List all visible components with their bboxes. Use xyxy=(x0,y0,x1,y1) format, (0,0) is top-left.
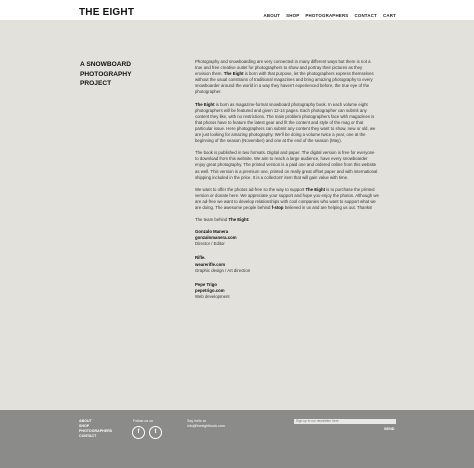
paragraph-1 xyxy=(195,59,379,96)
member-link[interactable]: pepetrigo.com xyxy=(195,287,225,293)
site-logo[interactable]: THE EIGHT xyxy=(79,7,135,18)
nav-about[interactable]: ABOUT xyxy=(263,13,281,18)
social-links xyxy=(132,426,162,439)
contact-email[interactable]: info@theeightbook.com xyxy=(187,424,225,428)
footer-nav-photographers[interactable]: PHOTOGRAPHERS xyxy=(79,429,113,433)
p1-text: Photography and snowboarding are very connected in many different ways but there is not a true and free creative outlet for photographers to show and portray their pictures as they envision them. xyxy=(195,59,371,77)
paragraph-2 xyxy=(195,102,379,145)
footer-nav-about[interactable]: ABOUT xyxy=(79,419,92,423)
top-bar xyxy=(0,0,474,20)
paragraph-4 xyxy=(195,187,379,211)
page-heading: A SNOWBOARD PHOTOGRAPHY PROJECT xyxy=(80,61,132,87)
newsletter-input[interactable]: Sign up to our newsletter here xyxy=(294,419,396,424)
nav-photographers[interactable]: PHOTOGRAPHERS xyxy=(305,13,349,18)
member-role: Director / Editor xyxy=(195,241,225,247)
member-role: Web development xyxy=(195,293,230,299)
follow-label: Follow us on xyxy=(133,419,154,423)
p2-brand: The Eight xyxy=(195,101,215,107)
p1-brand: The Eight xyxy=(223,71,244,77)
footer-nav-shop[interactable]: SHOP xyxy=(79,424,90,428)
member-role: Graphic design / Art direction xyxy=(195,267,251,273)
team-intro xyxy=(195,217,379,223)
member-link[interactable]: gonzalomanera.com xyxy=(195,235,237,241)
p4-text-a: We want to offer the photos ad-free so the way to support xyxy=(195,186,306,192)
p4-text-c: believed in us and are helping us out. Thanks! xyxy=(283,204,373,210)
footer-contact xyxy=(187,419,225,429)
nav-cart[interactable]: CART xyxy=(383,13,396,18)
footer-nav xyxy=(79,419,112,439)
footer xyxy=(0,410,474,468)
nav-shop[interactable]: SHOP xyxy=(286,13,300,18)
member-name: Pepe Trigo xyxy=(195,281,217,287)
main-nav xyxy=(264,13,396,18)
p4-brand: The Eight xyxy=(305,186,326,192)
team-member xyxy=(195,229,379,247)
about-content xyxy=(195,59,379,308)
footer-nav-contact[interactable]: CONTACT xyxy=(79,434,97,438)
nav-contact[interactable]: CONTACT xyxy=(354,13,377,18)
fstop-link[interactable]: f-stop xyxy=(271,204,284,210)
p4-text-b: is to purchase the printed version or donate here. We appreciate your support and hope you enjoy the photos. Although we are ad-free we want to develop relationships with cool companies who want to support what we are doing. The awesome people behind xyxy=(195,186,379,210)
team-colon: : xyxy=(248,217,250,223)
send-button[interactable]: SEND xyxy=(384,427,395,431)
team-brand: The Eight xyxy=(228,217,249,223)
member-name: Gonzalo Manera xyxy=(195,229,229,235)
team-intro-text: The team behind xyxy=(195,217,229,223)
contact-label: Say hello at xyxy=(187,419,206,423)
paragraph-3: The book is published in two formats. Digital and paper. The digital version is free for everyone to download from this website. We aim to reach a large audience, have every snowboarder enjoy great photography. The printed version is a paid one and ordered online from this website as well. This version is a premium one, printed on really great offset paper and with international shipping included in the price. It is a collectors' item that will gain value with time. xyxy=(195,150,378,180)
facebook-icon[interactable]: f xyxy=(132,426,145,439)
twitter-icon[interactable]: t xyxy=(149,426,162,439)
team-member xyxy=(195,282,379,300)
team-member xyxy=(195,255,379,273)
p1-rest: is born with that purpose, let the photographers express themselves without the usual constrains of traditional magazines and bring amazing photography to every snowboarder around the world in a way they haven't experienced before, the true eye of the photographer. xyxy=(195,71,374,95)
member-name: Rifle. xyxy=(195,255,206,261)
p2-text: is born as magazine-format snowboard photography book. In each volume eight photographers will be featured and given 12-14 pages. Each photographer can submit any content they like, with no restrictions. The main problem photographers face with magazines is that photos have to feature the latest gear and fit the content and style of the mag or that particular issue. Here photographers can submit any content they want to show, new or old, we are just looking for amazing photography. We'll be doing a volume twice a year, one at the beginning of the season (November) and one at the end of the season (May). xyxy=(195,101,376,144)
member-link[interactable]: wearerifle.com xyxy=(195,261,226,267)
